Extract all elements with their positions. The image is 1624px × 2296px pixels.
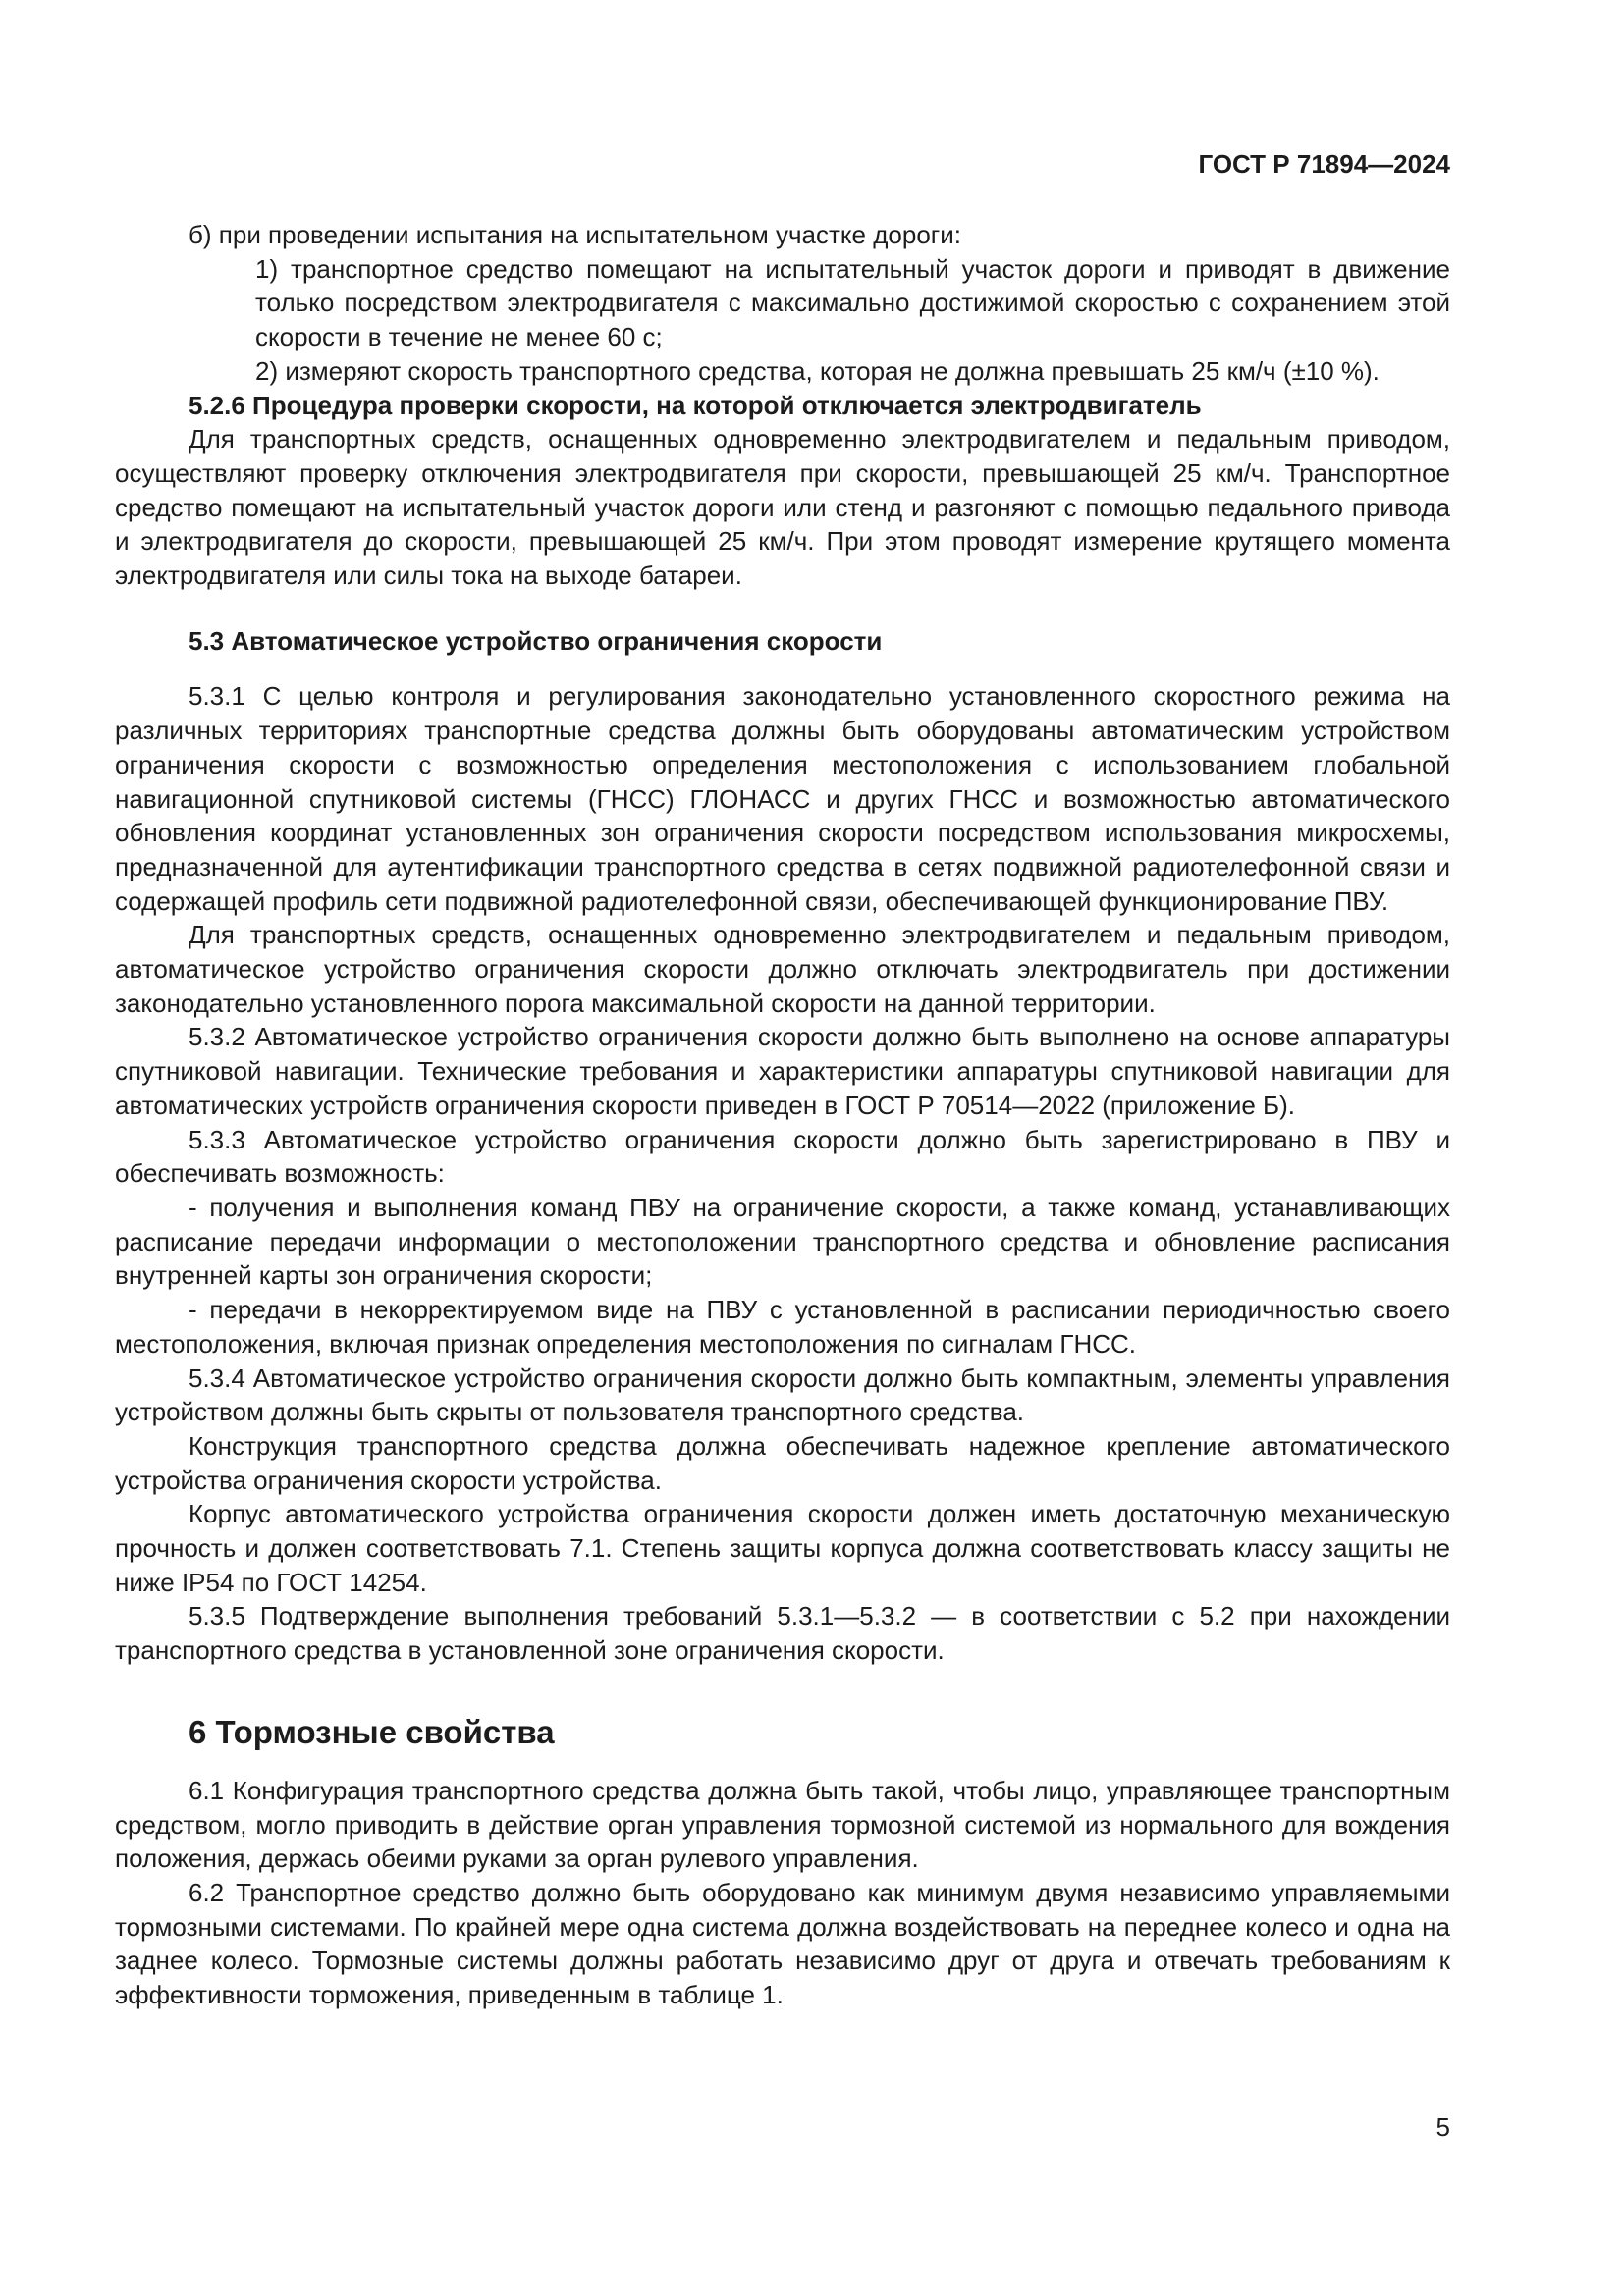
document-body: [115, 218, 1450, 2012]
paragraph: Корпус автоматического устройства ограничения скорости должен иметь достаточную механическую прочность и должен соответствовать 7.1. Степень защиты корпуса должна соответствовать классу защиты не ниже IP54 по ГОСТ 14254.: [115, 1499, 1450, 1597]
paragraph: 5.3.1 С целью контроля и регулирования законодательно установленного скоростного режима на различных территориях транспортные средства должны быть оборудованы автоматическим устройством ограничения скорости с возможностью определения местоположения с использованием глобальной навигационной спутниковой системы (ГНСС) ГЛОНАСС и других ГНСС и возможностью автоматического обновления координат установленных зон ограничения скорости посредством использования микросхемы, предназначенной для аутентификации транспортного средства в сетях подвижной радиотелефонной связи и содержащей профиль сети подвижной радиотелефонной связи, обеспечивающей функционирование ПВУ.: [115, 681, 1450, 916]
section-heading-6: 6 Тормозные свойства: [189, 1713, 555, 1750]
paragraph: б) при проведении испытания на испытательном участке дороги:: [189, 220, 962, 249]
paragraph: 5.3.4 Автоматическое устройство ограничения скорости должно быть компактным, элементы управления устройством должны быть скрыты от пользователя транспортного средства.: [115, 1362, 1450, 1427]
section-heading-5-3: 5.3 Автоматическое устройство ограничения скорости: [189, 625, 883, 656]
list-item: 2) измеряют скорость транспортного средства, которая не должна превышать 25 км/ч (±10 %).: [255, 355, 1380, 386]
section-heading-5-2-6: 5.2.6 Процедура проверки скорости, на которой отключается электродвигатель: [189, 390, 1202, 420]
paragraph: Для транспортных средств, оснащенных одновременно электродвигателем и педальным приводом, автоматическое устройство ограничения скорости должно отключать электродвигатель при достижении законодательно установленного порога максимальной скорости на данной территории.: [115, 920, 1450, 1018]
list-item: 1) транспортное средство помещают на испытательный участок дороги и приводят в движение только посредством электродвигателя с максимально достижимой скоростью с сохранением этой скорости в течение не менее 60 с;: [255, 253, 1450, 352]
list-item: - передачи в некорректируемом виде на ПВУ с установленной в расписании периодичностью своего местоположения, включая признак определения местоположения по сигналам ГНСС.: [115, 1295, 1450, 1359]
paragraph: 6.1 Конфигурация транспортного средства должна быть такой, чтобы лицо, управляющее транспортным средством, могло приводить в действие орган управления тормозной системой из нормального для вождения положения, держась обеими руками за орган рулевого управления.: [115, 1775, 1450, 1874]
paragraph: 5.3.2 Автоматическое устройство ограничения скорости должно быть выполнено на основе аппаратуры спутниковой навигации. Технические требования и характеристики аппаратуры спутниковой навигации для автоматических устройств ограничения скорости приведен в ГОСТ Р 70514—2022 (приложение Б).: [115, 1022, 1450, 1120]
paragraph: 5.3.5 Подтверждение выполнения требований 5.3.1—5.3.2 — в соответствии с 5.2 при нахождении транспортного средства в установленной зоне ограничения скорости.: [115, 1601, 1450, 1666]
list-item: - получения и выполнения команд ПВУ на ограничение скорости, а также команд, устанавливающих расписание передачи информации о местоположении транспортного средства и обновление расписания внутренней карты зон ограничения скорости;: [115, 1192, 1450, 1291]
page-number: 5: [1435, 2112, 1450, 2142]
document-header: ГОСТ Р 71894—2024: [1198, 149, 1450, 179]
paragraph: Конструкция транспортного средства должна обеспечивать надежное крепление автоматического устройства ограничения скорости устройства.: [115, 1430, 1450, 1495]
paragraph: Для транспортных средств, оснащенных одновременно электродвигателем и педальным приводом, осуществляют проверку отключения электродвигателя при скорости, превышающей 25 км/ч. Транспортное средство помещают на испытательный участок дороги или стенд и разгоняют с помощью педального привода и электродвигателя до скорости, превышающей 25 км/ч. При этом проводят измерение крутящего момента электродвигателя или силы тока на выходе батареи.: [115, 424, 1450, 591]
paragraph: 6.2 Транспортное средство должно быть оборудовано как минимум двумя независимо управляемыми тормозными системами. По крайней мере одна система должна воздействовать на переднее колесо и одна на заднее колесо. Тормозные системы должны работать независимо друг от друга и отвечать требованиям к эффективности торможения, приведенным в таблице 1.: [115, 1877, 1450, 2010]
paragraph: 5.3.3 Автоматическое устройство ограничения скорости должно быть зарегистрировано в ПВУ и обеспечивать возможность:: [115, 1124, 1450, 1189]
